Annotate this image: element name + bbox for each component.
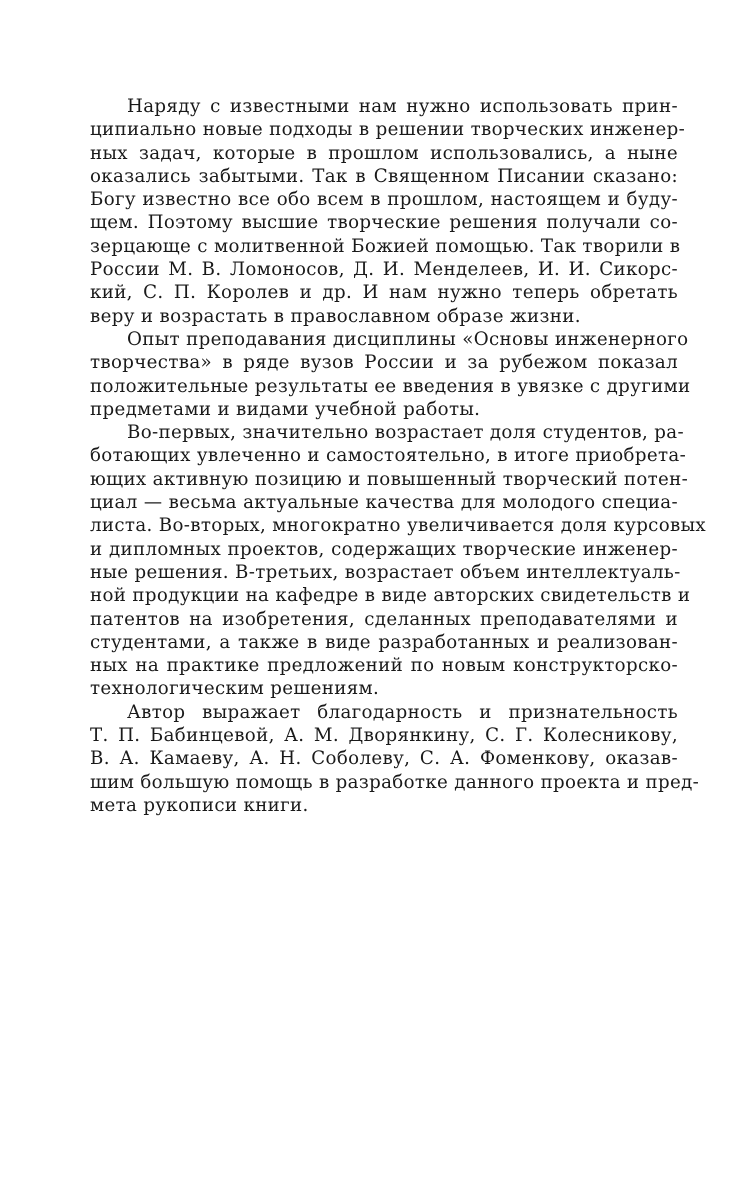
text-line: циал — весьма актуальные качества для молодого специа- [90,492,678,514]
text-line: ных задач, которые в прошлом использовались, а ныне [90,142,678,164]
text-line: технологическим решениям. [90,678,380,700]
paragraph-acknowledgements [90,701,700,817]
text-line: шим большую помощь в разработке данного проекта и пред- [90,771,700,793]
text-line: оказались забытыми. Так в Священном Писании сказано: [90,165,678,187]
paragraph-experience [90,328,691,421]
text-line: ципиально новые подходы в решении творческих инженер- [90,119,686,141]
text-line: зерцающе с молитвенной Божией помощью. Так творили в [90,235,681,257]
text-line: студентами, а также в виде разработанных и реализован- [90,631,678,653]
text-line: ные решения. В-третьих, возрастает объем интеллектуаль- [90,561,681,583]
text-line: ющих активную позицию и повышенный творческий потен- [90,468,689,490]
paragraph-intro [90,95,686,328]
text-line: патентов на изобретения, сделанных преподавателями и [90,608,678,630]
text-line: Наряду с известными нам нужно использовать прин- [127,96,678,117]
text-line: творчества» в ряде вузов России и за рубежом показал [90,352,678,374]
text-line: кий, С. П. Королев и др. И нам нужно теперь обретать [90,282,678,304]
text-line: предметами и видами учебной работы. [90,398,481,420]
paragraph-results [90,421,707,701]
text-line: Во-первых, значительно возрастает доля студентов, ра- [127,422,684,444]
text-line: Т. П. Бабинцевой, А. М. Дворянкину, С. Г. Колесникову, [90,725,678,747]
document-page [90,95,707,817]
text-line: В. А. Камаеву, А. Н. Соболеву, С. А. Фоменкову, оказав- [90,748,678,770]
text-line: листа. Во-вторых, многократно увеличивается доля курсовых [90,515,707,537]
text-line: щем. Поэтому высшие творческие решения получали со- [90,212,678,234]
text-line: России М. В. Ломоносов, Д. И. Менделеев, И. И. Сикорс- [90,259,678,281]
text-line: положительные результаты ее введения в увязке с другими [90,375,691,397]
text-line: и дипломных проектов, содержащих творческие инженер- [90,538,678,560]
text-line: мета рукописи книги. [90,794,309,816]
text-line: ной продукции на кафедре в виде авторских свидетельств и [90,585,691,607]
text-line: ботающих увлеченно и самостоятельно, в итоге приобрета- [90,445,687,467]
text-line: ных на практике предложений по новым конструкторско- [90,655,678,677]
text-line: Автор выражает благодарность и признательность [127,701,678,723]
text-line: веру и возрастать в православном образе жизни. [90,305,581,327]
text-line: Опыт преподавания дисциплины «Основы инженерного [127,328,689,350]
text-line: Богу известно все обо всем в прошлом, настоящем и буду- [90,189,678,211]
